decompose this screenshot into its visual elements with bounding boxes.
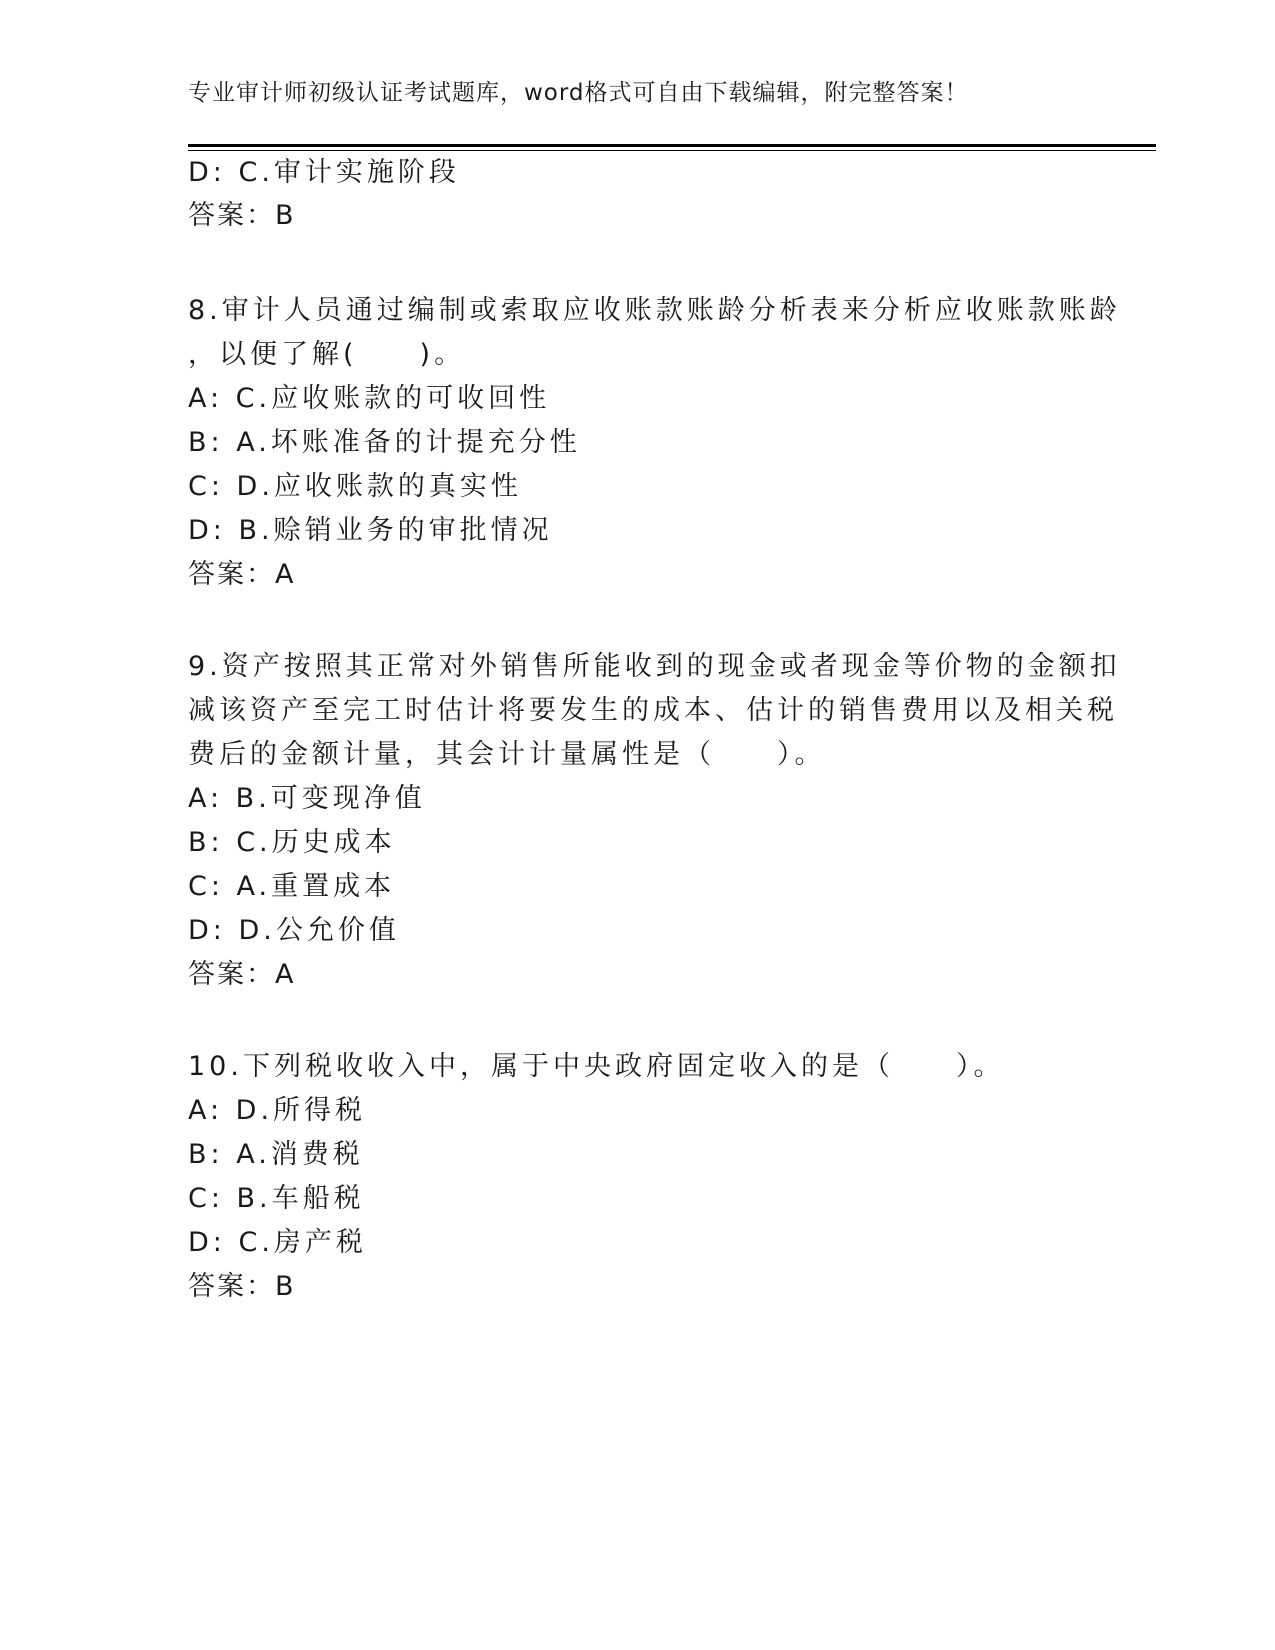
q8-stem-line2: ，以便了解( )。 [188,339,466,370]
header-rule-thin [188,150,1156,151]
prev-answer: 答案：B [188,200,296,231]
q9-option-d: D: D.公允价值 [188,915,400,946]
q8-option-b: B: A.坏账准备的计提充分性 [188,427,581,458]
q9-stem-line3: 费后的金额计量，其会计计量属性是（ ）。 [188,739,826,770]
q10-answer: 答案：B [188,1271,296,1302]
q9-option-c: C: A.重置成本 [188,871,396,902]
q9-answer: 答案：A [188,959,296,990]
q8-answer: 答案：A [188,559,296,590]
q10-option-c: C: B.车船税 [188,1183,365,1214]
q10-option-d: D: C.房产税 [188,1227,367,1258]
q9-option-a: A: B.可变现净值 [188,783,426,814]
q9-stem-line2: 减该资产至完工时估计将要发生的成本、估计的销售费用以及相关税 [188,695,1118,726]
q10-option-b: B: A.消费税 [188,1139,364,1170]
q9-stem-line1: 9.资产按照其正常对外销售所能收到的现金或者现金等价物的金额扣 [188,651,1121,682]
q9-option-b: B: C.历史成本 [188,827,396,858]
q10-stem-line1: 10.下列税收收入中，属于中央政府固定收入的是（ ）。 [188,1051,1005,1082]
q8-option-c: C: D.应收账款的真实性 [188,471,522,502]
page-header: 专业审计师初级认证考试题库，word格式可自由下载编辑，附完整答案！ [188,80,969,106]
q8-option-d: D: B.赊销业务的审批情况 [188,515,553,546]
q8-stem-line1: 8.审计人员通过编制或索取应收账款账龄分析表来分析应收账款账龄 [188,295,1121,326]
q8-option-a: A: C.应收账款的可收回性 [188,383,551,414]
header-rule-thick [188,144,1156,147]
q10-option-a: A: D.所得税 [188,1095,367,1126]
prev-option-d: D: C.审计实施阶段 [188,157,460,188]
